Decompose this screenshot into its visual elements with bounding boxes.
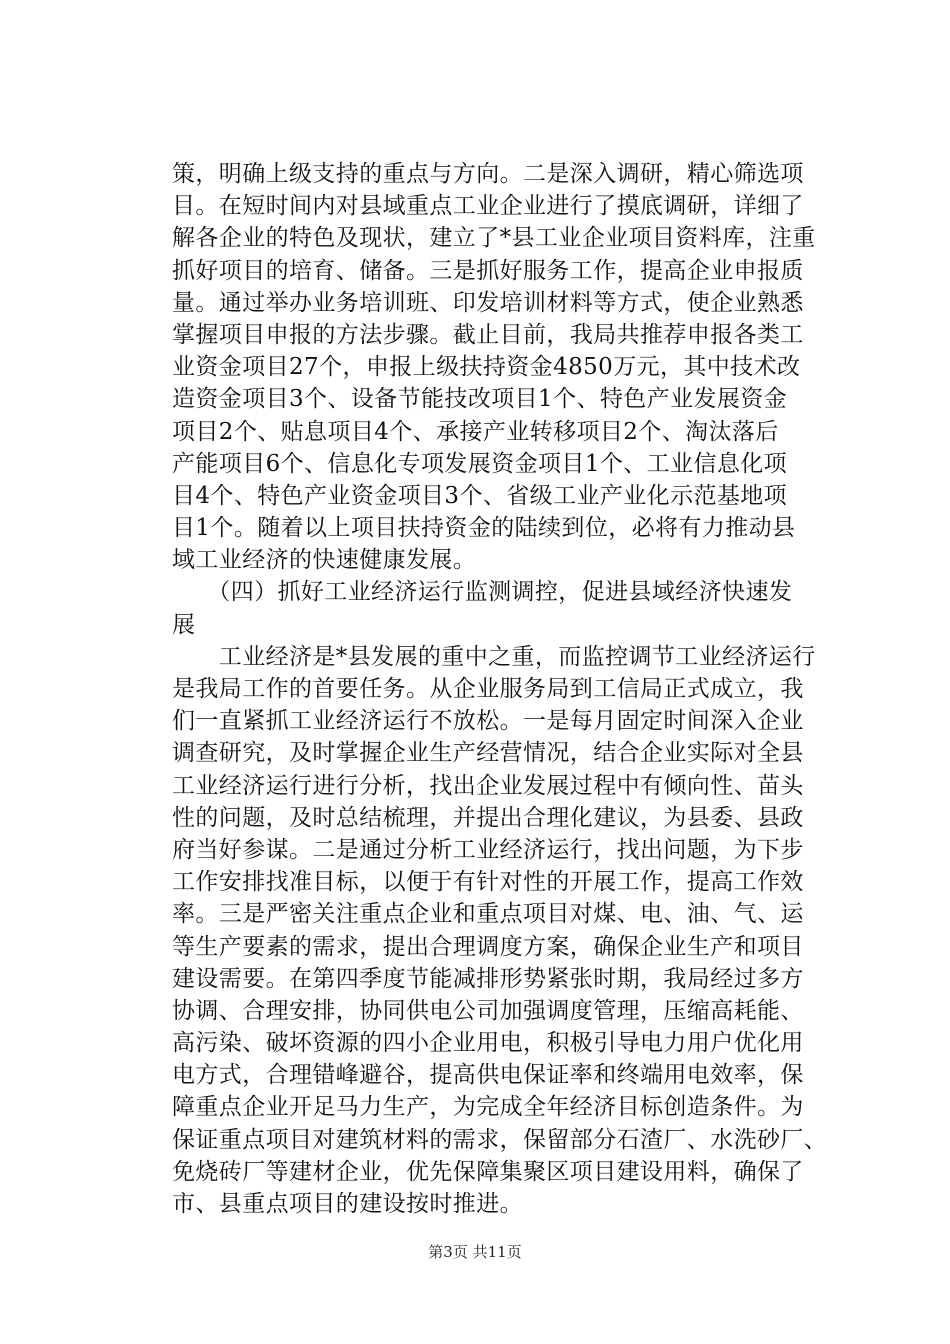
text-line: 建设需要。在第四季度节能减排形势紧张时期，我局经过多方 (172, 965, 804, 992)
text-line: 保证重点项目对建筑材料的需求，保留部分石渣厂、水洗砂厂、 (172, 1126, 828, 1153)
text-line: 域工业经济的快速健康发展。 (172, 547, 477, 574)
text-line: 高污染、破坏资源的四小企业用电，积极引导电力用户优化用 (172, 1030, 804, 1057)
text-line: 障重点企业开足马力生产，为完成全年经济目标创造条件。为 (172, 1094, 804, 1121)
text-line: 工作安排找准目标，以便于有针对性的开展工作，提高工作效 (172, 869, 804, 896)
text-line: 目4个、特色产业资金项目3个、省级工业产业化示范基地项 (172, 482, 788, 509)
text-line: 府当好参谋。二是通过分析工业经济运行，找出问题，为下步 (172, 836, 804, 863)
text-line: 解各企业的特色及现状，建立了*县工业企业项目资料库，注重 (172, 225, 816, 252)
section-heading-line: （四）抓好工业经济运行监测调控，促进县域经济快速发 (172, 579, 793, 606)
text-line: 性的问题，及时总结梳理，并提出合理化建议，为县委、县政 (172, 804, 804, 831)
text-line: 工业经济是*县发展的重中之重，而监控调节工业经济运行 (172, 643, 816, 670)
text-line: 电方式，合理错峰避谷，提高供电保证率和终端用电效率，保 (172, 1062, 804, 1089)
body-text (172, 158, 832, 1220)
text-line: 免烧砖厂等建材企业，优先保障集聚区项目建设用料，确保了 (172, 1158, 804, 1185)
text-line: 是我局工作的首要任务。从企业服务局到工信局正式成立，我 (172, 676, 804, 702)
text-line: 等生产要素的需求，提出合理调度方案，确保企业生产和项目 (172, 933, 804, 960)
text-line: 目1个。随着以上项目扶持资金的陆续到位，必将有力推动县 (172, 515, 796, 542)
text-line: 策，明确上级支持的重点与方向。二是深入调研，精心筛选项 (172, 161, 804, 187)
page-footer: 第3页 共11页 (428, 1243, 522, 1261)
section-heading-line: 展 (172, 611, 196, 638)
text-line: 造资金项目3个、设备节能技改项目1个、特色产业发展资金 (172, 386, 788, 413)
text-line: 协调、合理安排，协同供电公司加强调度管理，压缩高耗能、 (172, 997, 804, 1024)
text-line: 抓好项目的培育、储备。三是抓好服务工作，提高企业申报质 (172, 257, 804, 284)
text-line: 调查研究，及时掌握企业生产经营情况，结合企业实际对全县 (172, 740, 804, 767)
text-line: 项目2个、贴息项目4个、承接产业转移项目2个、淘汰落后 (172, 418, 779, 445)
text-line: 们一直紧抓工业经济运行不放松。一是每月固定时间深入企业 (172, 708, 804, 735)
text-line: 量。通过举办业务培训班、印发培训材料等方式，使企业熟悉 (172, 289, 804, 316)
text-line: 掌握项目申报的方法步骤。截止目前，我局共推荐申报各类工 (172, 321, 804, 348)
text-line: 工业经济运行进行分析，找出企业发展过程中有倾向性、苗头 (172, 772, 804, 799)
text-line: 目。在短时间内对县域重点工业企业进行了摸底调研，详细了 (172, 193, 804, 220)
text-line: 率。三是严密关注重点企业和重点项目对煤、电、油、气、运 (172, 901, 804, 928)
text-line: 产能项目6个、信息化专项发展资金项目1个、工业信息化项 (172, 450, 788, 477)
text-line: 业资金项目27个，申报上级扶持资金4850万元，其中技术改 (172, 354, 801, 381)
text-line: 市、县重点项目的建设按时推进。 (172, 1191, 523, 1217)
